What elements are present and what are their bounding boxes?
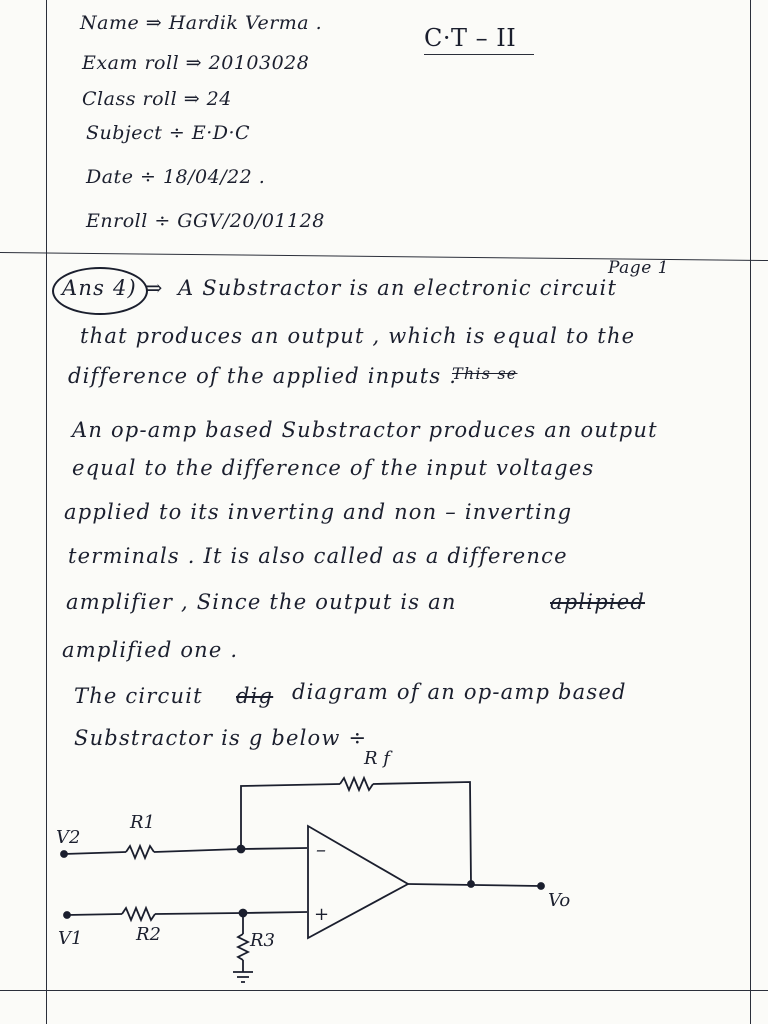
text-line-5: equal to the difference of the input voltages [72,456,595,480]
output-node [468,881,474,887]
plus-terminal-label: + [314,904,330,925]
text-line-8: amplifier , Since the output is an [66,590,457,614]
student-name: Name ⇒ Hardik Verma . [80,12,323,34]
ground-symbol [233,972,253,982]
r1-resistor [126,846,154,858]
text-line-1: A Substractor is an electronic circuit [178,276,618,300]
subject: Subject ÷ E·D·C [86,122,251,144]
enroll-number: Enroll ÷ GGV/20/01128 [86,210,325,232]
vo-terminal [538,883,544,889]
text-line-9: amplified one . [62,638,239,662]
date: Date ÷ 18/04/22 . [86,166,266,188]
text-line-7: terminals . It is also called as a difference [68,544,568,568]
v1-wire [67,914,122,915]
struck-text-1: This se [452,364,518,383]
test-title: C·T – II [424,24,517,52]
r1-to-inverting-wire [154,848,307,852]
class-roll: Class roll ⇒ 24 [82,88,232,110]
text-line-4: An op-amp based Substractor produces an output [72,418,658,442]
text-line-10: The circuit [74,684,203,708]
rf-resistor [340,778,373,790]
struck-text-2: aplipied [550,590,646,614]
page-number: Page 1 [608,258,669,278]
r2-resistor [122,908,155,920]
v2-wire [64,852,126,854]
text-line-3: difference of the applied inputs . [68,364,458,388]
r3-resistor [238,934,248,960]
v2-label: V2 [56,827,81,848]
minus-terminal-label: – [316,837,326,861]
v1-label: V1 [58,928,83,949]
text-line-10-cont: diagram of an op-amp based [292,680,627,704]
text-line-6: applied to its inverting and non – inverting [64,500,573,524]
r2-label: R2 [136,924,162,945]
answer-marker: Ans 4) ⇒ [62,276,164,300]
rf-label: R f [364,748,390,769]
feedback-wire-right [373,782,471,884]
r1-label: R1 [130,812,156,833]
struck-text-3: dig [236,684,274,708]
text-line-2: that produces an output , which is equal to the [80,324,636,348]
exam-roll: Exam roll ⇒ 20103028 [82,52,310,74]
r3-label: R3 [250,930,276,951]
inverting-node [238,846,245,853]
text-line-11: Substractor is g below ÷ [74,726,368,750]
vo-label: Vo [548,890,571,911]
r2-to-noninverting-wire [155,912,307,914]
